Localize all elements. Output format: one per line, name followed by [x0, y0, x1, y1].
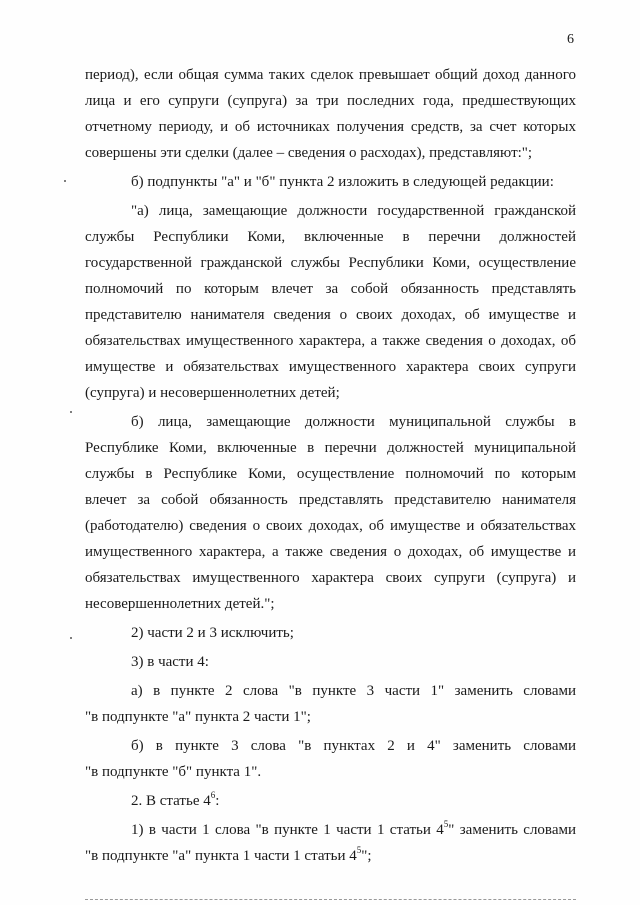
text-line: представителю нанимателя сведения о своих доходах, об имуществе и [85, 307, 576, 323]
text-line [85, 788, 576, 814]
text-fragment: " заменить словами [448, 822, 576, 838]
page-number: 6 [567, 32, 574, 47]
text-line: 3) в части 4: [131, 654, 209, 670]
scan-speck [64, 180, 66, 182]
text-line: имущественного характера, а также сведения о доходах, об имуществе и [85, 544, 576, 560]
text-fragment: 2. В статье 4 [131, 793, 211, 809]
text-line: (супруга) и несовершеннолетних детей; [85, 385, 340, 401]
text-line: несовершеннолетних детей."; [85, 596, 275, 612]
text-line: Республике Коми, включенные в перечни должностей муниципальной [85, 440, 576, 456]
scan-speck [70, 411, 72, 413]
text-fragment: "; [361, 848, 372, 864]
text-line: период), если общая сумма таких сделок превышает общий доход данного [85, 67, 576, 83]
text-line [85, 817, 576, 843]
text-line [85, 843, 576, 869]
text-line: лица и его супруги (супруга) за три последних года, предшествующих [85, 93, 576, 109]
text-line: обязательствах имущественного характера своих супруги (супруга) и [85, 570, 576, 586]
text-line: "в подпункте "а" пункта 2 части 1"; [85, 709, 311, 725]
text-line: обязательствах имущественного характера, а также сведения о доходах, об [85, 333, 576, 349]
superscript: 5 [443, 819, 449, 829]
text-line: совершены эти сделки (далее – сведения о расходах), представляют:"; [85, 145, 533, 161]
text-fragment: "в подпункте "а" пункта 1 части 1 статьи 4 [85, 848, 357, 864]
text-line: 2) части 2 и 3 исключить; [131, 625, 294, 641]
text-line: а) в пункте 2 слова "в пункте 3 части 1" заменить словами [131, 683, 576, 699]
text-fragment: 1) в части 1 слова "в пункте 1 части 1 статьи 4 [131, 822, 444, 838]
text-line: "а) лица, замещающие должности государственной гражданской [131, 203, 576, 219]
text-line: полномочий по которым влечет за собой обязанность представлять [85, 281, 576, 297]
text-line: отчетному периоду, и об источниках получения средств, за счет которых [85, 119, 576, 135]
text-line: (работодателю) сведения о своих доходах, об имуществе и обязательствах [85, 518, 576, 534]
text-line: службы Республики Коми, включенные в перечни должностей [85, 229, 576, 245]
text-line: б) подпункты "а" и "б" пункта 2 изложить в следующей редакции: [131, 174, 554, 190]
text-line: б) в пункте 3 слова "в пунктах 2 и 4" заменить словами [131, 738, 576, 754]
text-line: службы в Республике Коми, осуществление полномочий по которым [85, 466, 576, 482]
superscript: 6 [210, 790, 216, 800]
text-line: б) лица, замещающие должности муниципальной службы в [131, 414, 576, 430]
text-line: имуществе и обязательствах имущественного характера своих супруги [85, 359, 576, 375]
document-body [85, 62, 576, 869]
text-line: государственной гражданской службы Республики Коми, осуществление [85, 255, 576, 271]
text-line: "в подпункте "б" пункта 1". [85, 764, 262, 780]
scan-speck [70, 637, 72, 639]
footer-rule [85, 899, 576, 900]
text-line: влечет за собой обязанность представлять представителю нанимателя [85, 492, 576, 508]
text-fragment: : [215, 793, 220, 809]
superscript: 5 [356, 845, 362, 855]
